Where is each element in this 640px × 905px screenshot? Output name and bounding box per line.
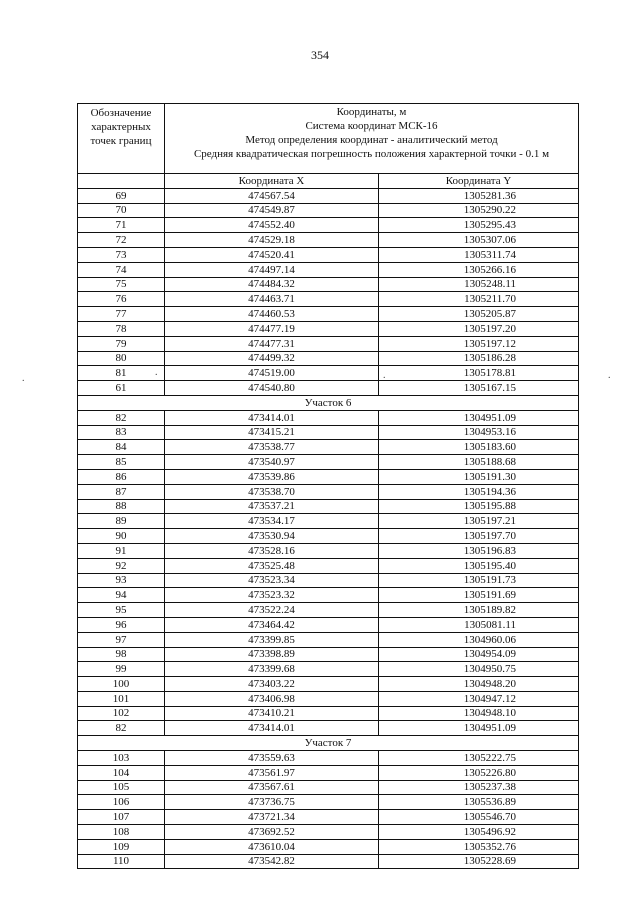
table-row bbox=[78, 336, 579, 351]
coordinate-x-cell: 473415.21 bbox=[165, 425, 379, 440]
point-id-cell: 86 bbox=[78, 469, 165, 484]
coordinate-y-cell: 1305195.88 bbox=[379, 499, 579, 514]
coordinate-x-cell: 473522.24 bbox=[165, 603, 379, 618]
coordinate-x-cell: 473692.52 bbox=[165, 825, 379, 840]
coordinate-x-cell: 474460.53 bbox=[165, 307, 379, 322]
table-row bbox=[78, 307, 579, 322]
coordinate-y-cell: 1305248.11 bbox=[379, 277, 579, 292]
coordinate-x-cell: 474549.87 bbox=[165, 203, 379, 218]
coordinate-y-cell: 1305295.43 bbox=[379, 218, 579, 233]
coordinate-x-cell: 474499.32 bbox=[165, 351, 379, 366]
coordinate-x-cell: 474552.40 bbox=[165, 218, 379, 233]
coordinate-y-cell: 1305205.87 bbox=[379, 307, 579, 322]
point-id-cell: 92 bbox=[78, 558, 165, 573]
table-row bbox=[78, 321, 579, 336]
coordinates-header bbox=[165, 104, 579, 174]
table-row bbox=[78, 366, 579, 381]
table-row bbox=[78, 677, 579, 692]
empty-header-cell bbox=[78, 174, 165, 189]
coordinate-y-cell: 1305195.40 bbox=[379, 558, 579, 573]
coordinate-y-cell: 1304954.09 bbox=[379, 647, 579, 662]
coordinate-y-cell: 1304960.06 bbox=[379, 632, 579, 647]
point-id-cell: 84 bbox=[78, 440, 165, 455]
coordinate-x-cell: 473736.75 bbox=[165, 795, 379, 810]
coordinate-x-cell: 473610.04 bbox=[165, 839, 379, 854]
scan-artifact-dot: . bbox=[155, 367, 158, 378]
point-id-cell: 70 bbox=[78, 203, 165, 218]
section-row bbox=[78, 736, 579, 751]
coordinate-x-cell: 473538.77 bbox=[165, 440, 379, 455]
table-row bbox=[78, 351, 579, 366]
coordinate-y-cell: 1304950.75 bbox=[379, 662, 579, 677]
table-row bbox=[78, 691, 579, 706]
coordinate-y-cell: 1305191.30 bbox=[379, 469, 579, 484]
coordinate-x-cell: 474567.54 bbox=[165, 188, 379, 203]
point-id-cell: 110 bbox=[78, 854, 165, 869]
point-id-cell: 100 bbox=[78, 677, 165, 692]
table-row bbox=[78, 588, 579, 603]
coordinate-x-cell: 473464.42 bbox=[165, 617, 379, 632]
coordinate-y-cell: 1305197.12 bbox=[379, 336, 579, 351]
table-row bbox=[78, 425, 579, 440]
coordinate-y-cell: 1305178.81 bbox=[379, 366, 579, 381]
coordinate-y-cell: 1305197.70 bbox=[379, 529, 579, 544]
coordinate-x-cell: 473406.98 bbox=[165, 691, 379, 706]
header-left-line: Обозначение bbox=[90, 107, 152, 119]
table-row bbox=[78, 247, 579, 262]
point-id-cell: 77 bbox=[78, 307, 165, 322]
point-id-cell: 71 bbox=[78, 218, 165, 233]
coordinates-table-body bbox=[78, 104, 579, 869]
table-row bbox=[78, 277, 579, 292]
table-row bbox=[78, 603, 579, 618]
table-row bbox=[78, 484, 579, 499]
coordinates-table bbox=[77, 103, 579, 869]
table-row bbox=[78, 292, 579, 307]
coordinate-x-cell: 473403.22 bbox=[165, 677, 379, 692]
coordinate-y-cell: 1305196.83 bbox=[379, 543, 579, 558]
coordinate-y-cell: 1305186.28 bbox=[379, 351, 579, 366]
table-row bbox=[78, 233, 579, 248]
point-id-cell: 96 bbox=[78, 617, 165, 632]
point-id-cell: 98 bbox=[78, 647, 165, 662]
table-row bbox=[78, 455, 579, 470]
coordinate-x-cell: 473414.01 bbox=[165, 721, 379, 736]
coordinate-x-cell: 473540.97 bbox=[165, 455, 379, 470]
table-row bbox=[78, 795, 579, 810]
coordinate-x-cell: 473534.17 bbox=[165, 514, 379, 529]
coordinate-y-cell: 1305191.69 bbox=[379, 588, 579, 603]
point-designation-header bbox=[78, 104, 165, 174]
coordinate-y-cell: 1304948.20 bbox=[379, 677, 579, 692]
point-id-cell: 80 bbox=[78, 351, 165, 366]
point-id-cell: 103 bbox=[78, 751, 165, 766]
point-id-cell: 74 bbox=[78, 262, 165, 277]
coordinate-x-cell: 474529.18 bbox=[165, 233, 379, 248]
coordinate-x-cell: 474463.71 bbox=[165, 292, 379, 307]
coordinate-x-cell: 474519.00 bbox=[165, 366, 379, 381]
section-row bbox=[78, 395, 579, 410]
coordinate-y-cell: 1305228.69 bbox=[379, 854, 579, 869]
coordinate-x-cell: 473398.89 bbox=[165, 647, 379, 662]
coordinate-y-cell: 1305197.20 bbox=[379, 321, 579, 336]
coordinate-y-cell: 1305307.06 bbox=[379, 233, 579, 248]
section-title: Участок 6 bbox=[78, 395, 579, 410]
table-row bbox=[78, 218, 579, 233]
coordinate-x-cell: 474540.80 bbox=[165, 381, 379, 396]
point-id-cell: 83 bbox=[78, 425, 165, 440]
point-id-cell: 97 bbox=[78, 632, 165, 647]
point-id-cell: 85 bbox=[78, 455, 165, 470]
coordinate-y-cell: 1305167.15 bbox=[379, 381, 579, 396]
table-row bbox=[78, 751, 579, 766]
coordinate-x-cell: 473567.61 bbox=[165, 780, 379, 795]
table-row bbox=[78, 410, 579, 425]
point-id-cell: 69 bbox=[78, 188, 165, 203]
table-row bbox=[78, 203, 579, 218]
table-row bbox=[78, 469, 579, 484]
coordinate-y-cell: 1305191.73 bbox=[379, 573, 579, 588]
coordinate-y-cell: 1304951.09 bbox=[379, 721, 579, 736]
point-id-cell: 82 bbox=[78, 721, 165, 736]
point-id-cell: 79 bbox=[78, 336, 165, 351]
table-row bbox=[78, 780, 579, 795]
section-title: Участок 7 bbox=[78, 736, 579, 751]
coordinate-y-header: Координата Y bbox=[379, 174, 579, 189]
point-id-cell: 88 bbox=[78, 499, 165, 514]
table-row bbox=[78, 440, 579, 455]
coordinate-y-cell: 1305081.11 bbox=[379, 617, 579, 632]
coordinate-y-cell: 1304951.09 bbox=[379, 410, 579, 425]
table-row bbox=[78, 839, 579, 854]
coordinate-y-cell: 1305237.38 bbox=[379, 780, 579, 795]
coordinate-x-cell: 473530.94 bbox=[165, 529, 379, 544]
coordinate-y-cell: 1305183.60 bbox=[379, 440, 579, 455]
coordinate-y-cell: 1305311.74 bbox=[379, 247, 579, 262]
point-id-cell: 72 bbox=[78, 233, 165, 248]
coordinate-y-cell: 1305189.82 bbox=[379, 603, 579, 618]
coordinate-x-cell: 473561.97 bbox=[165, 765, 379, 780]
coordinate-x-cell: 473537.21 bbox=[165, 499, 379, 514]
coordinate-y-cell: 1304948.10 bbox=[379, 706, 579, 721]
table-row bbox=[78, 514, 579, 529]
table-row bbox=[78, 765, 579, 780]
point-id-cell: 61 bbox=[78, 381, 165, 396]
table-row bbox=[78, 573, 579, 588]
point-id-cell: 73 bbox=[78, 247, 165, 262]
table-row bbox=[78, 188, 579, 203]
point-id-cell: 76 bbox=[78, 292, 165, 307]
point-id-cell: 106 bbox=[78, 795, 165, 810]
coordinate-x-cell: 474484.32 bbox=[165, 277, 379, 292]
point-id-cell: 78 bbox=[78, 321, 165, 336]
point-id-cell: 101 bbox=[78, 691, 165, 706]
header-right-line: Средняя квадратическая погрешность положения характерной точки - 0.1 м bbox=[193, 148, 550, 160]
coordinate-x-cell: 474477.19 bbox=[165, 321, 379, 336]
header-right-line: Координаты, м bbox=[336, 106, 407, 118]
coordinate-x-cell: 473542.82 bbox=[165, 854, 379, 869]
point-id-cell: 94 bbox=[78, 588, 165, 603]
coordinate-x-cell: 473523.32 bbox=[165, 588, 379, 603]
table-row bbox=[78, 617, 579, 632]
point-id-cell: 105 bbox=[78, 780, 165, 795]
table-row bbox=[78, 543, 579, 558]
coordinate-y-cell: 1305211.70 bbox=[379, 292, 579, 307]
header-left-line: характерных bbox=[91, 121, 151, 133]
coordinate-x-cell: 473559.63 bbox=[165, 751, 379, 766]
coordinate-y-cell: 1305222.75 bbox=[379, 751, 579, 766]
coordinate-x-cell: 474497.14 bbox=[165, 262, 379, 277]
coordinate-y-cell: 1305197.21 bbox=[379, 514, 579, 529]
point-id-cell: 104 bbox=[78, 765, 165, 780]
scan-artifact-dot: . bbox=[608, 370, 611, 381]
header-row bbox=[78, 104, 579, 174]
coordinate-x-cell: 473539.86 bbox=[165, 469, 379, 484]
table-row bbox=[78, 825, 579, 840]
coordinate-x-header: Координата X bbox=[165, 174, 379, 189]
coordinate-x-cell: 473525.48 bbox=[165, 558, 379, 573]
table-row bbox=[78, 262, 579, 277]
coordinate-x-cell: 473538.70 bbox=[165, 484, 379, 499]
coordinate-x-cell: 473721.34 bbox=[165, 810, 379, 825]
point-id-cell: 81 bbox=[78, 366, 165, 381]
table-row bbox=[78, 499, 579, 514]
table-row bbox=[78, 632, 579, 647]
table-row bbox=[78, 529, 579, 544]
coordinate-y-cell: 1305188.68 bbox=[379, 455, 579, 470]
coordinate-x-cell: 473399.85 bbox=[165, 632, 379, 647]
coordinate-y-cell: 1305496.92 bbox=[379, 825, 579, 840]
coordinate-y-cell: 1304947.12 bbox=[379, 691, 579, 706]
table-row bbox=[78, 381, 579, 396]
coordinate-y-cell: 1304953.16 bbox=[379, 425, 579, 440]
coordinate-x-cell: 474520.41 bbox=[165, 247, 379, 262]
scan-artifact-dot: . bbox=[383, 370, 386, 381]
point-id-cell: 102 bbox=[78, 706, 165, 721]
table-row bbox=[78, 721, 579, 736]
coordinate-y-cell: 1305281.36 bbox=[379, 188, 579, 203]
coordinate-y-cell: 1305352.76 bbox=[379, 839, 579, 854]
coordinate-x-cell: 473528.16 bbox=[165, 543, 379, 558]
coordinate-y-cell: 1305226.80 bbox=[379, 765, 579, 780]
point-id-cell: 107 bbox=[78, 810, 165, 825]
point-id-cell: 95 bbox=[78, 603, 165, 618]
point-id-cell: 89 bbox=[78, 514, 165, 529]
coordinate-y-cell: 1305290.22 bbox=[379, 203, 579, 218]
header-right-line: Метод определения координат - аналитический метод bbox=[245, 134, 498, 146]
point-id-cell: 90 bbox=[78, 529, 165, 544]
coordinate-x-cell: 473399.68 bbox=[165, 662, 379, 677]
point-id-cell: 99 bbox=[78, 662, 165, 677]
scan-artifact-dot: . bbox=[22, 373, 25, 384]
point-id-cell: 109 bbox=[78, 839, 165, 854]
page-number: 354 bbox=[311, 48, 329, 62]
coordinate-y-cell: 1305546.70 bbox=[379, 810, 579, 825]
column-header-row bbox=[78, 174, 579, 189]
point-id-cell: 82 bbox=[78, 410, 165, 425]
table-row bbox=[78, 706, 579, 721]
point-id-cell: 87 bbox=[78, 484, 165, 499]
coordinate-y-cell: 1305194.36 bbox=[379, 484, 579, 499]
table-row bbox=[78, 558, 579, 573]
header-left-line: точек границ bbox=[90, 135, 152, 147]
table-row bbox=[78, 810, 579, 825]
point-id-cell: 93 bbox=[78, 573, 165, 588]
point-id-cell: 108 bbox=[78, 825, 165, 840]
header-right-line: Система координат МСК-16 bbox=[305, 120, 438, 132]
coordinate-x-cell: 474477.31 bbox=[165, 336, 379, 351]
coordinate-x-cell: 473410.21 bbox=[165, 706, 379, 721]
point-id-cell: 75 bbox=[78, 277, 165, 292]
table-row bbox=[78, 662, 579, 677]
coordinate-y-cell: 1305536.89 bbox=[379, 795, 579, 810]
point-id-cell: 91 bbox=[78, 543, 165, 558]
coordinate-x-cell: 473414.01 bbox=[165, 410, 379, 425]
table-row bbox=[78, 647, 579, 662]
coordinate-y-cell: 1305266.16 bbox=[379, 262, 579, 277]
coordinate-x-cell: 473523.34 bbox=[165, 573, 379, 588]
table-row bbox=[78, 854, 579, 869]
